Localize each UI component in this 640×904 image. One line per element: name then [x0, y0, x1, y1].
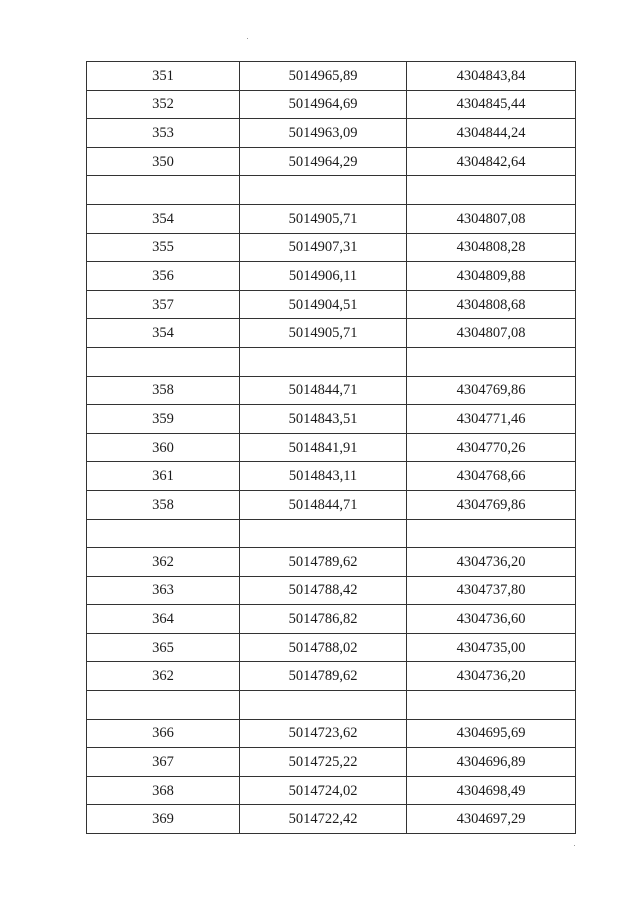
y-coordinate-cell: 4304736,20: [407, 548, 576, 577]
table-row: [87, 262, 576, 291]
table-row: [87, 490, 576, 519]
point-number-cell: 355: [87, 233, 240, 262]
table-row: [87, 748, 576, 777]
point-number-cell: [87, 347, 240, 376]
x-coordinate-cell: 5014904,51: [240, 290, 407, 319]
table-row: [87, 405, 576, 434]
y-coordinate-cell: 4304809,88: [407, 262, 576, 291]
y-coordinate-cell: [407, 691, 576, 720]
point-number-cell: [87, 519, 240, 548]
y-coordinate-cell: 4304736,20: [407, 662, 576, 691]
y-coordinate-cell: 4304808,68: [407, 290, 576, 319]
point-number-cell: 365: [87, 633, 240, 662]
table-row: [87, 805, 576, 834]
table-row: [87, 576, 576, 605]
x-coordinate-cell: 5014905,71: [240, 319, 407, 348]
table-row: [87, 662, 576, 691]
table-row: [87, 376, 576, 405]
x-coordinate-cell: 5014788,02: [240, 633, 407, 662]
x-coordinate-cell: 5014906,11: [240, 262, 407, 291]
y-coordinate-cell: [407, 176, 576, 205]
table-row: [87, 776, 576, 805]
x-coordinate-cell: 5014843,11: [240, 462, 407, 491]
table-row: [87, 119, 576, 148]
point-number-cell: 353: [87, 119, 240, 148]
table-separator-row: [87, 519, 576, 548]
y-coordinate-cell: 4304771,46: [407, 405, 576, 434]
x-coordinate-cell: 5014964,29: [240, 147, 407, 176]
y-coordinate-cell: 4304768,66: [407, 462, 576, 491]
y-coordinate-cell: 4304697,29: [407, 805, 576, 834]
table-row: [87, 462, 576, 491]
x-coordinate-cell: 5014786,82: [240, 605, 407, 634]
scan-speck: [247, 38, 248, 39]
y-coordinate-cell: [407, 347, 576, 376]
x-coordinate-cell: 5014905,71: [240, 204, 407, 233]
x-coordinate-cell: 5014844,71: [240, 376, 407, 405]
point-number-cell: 362: [87, 548, 240, 577]
y-coordinate-cell: 4304843,84: [407, 62, 576, 91]
table-separator-row: [87, 347, 576, 376]
y-coordinate-cell: 4304735,00: [407, 633, 576, 662]
table-separator-row: [87, 176, 576, 205]
point-number-cell: 354: [87, 204, 240, 233]
y-coordinate-cell: 4304845,44: [407, 90, 576, 119]
table-row: [87, 433, 576, 462]
y-coordinate-cell: 4304737,80: [407, 576, 576, 605]
point-number-cell: 366: [87, 719, 240, 748]
y-coordinate-cell: 4304808,28: [407, 233, 576, 262]
point-number-cell: [87, 691, 240, 720]
x-coordinate-cell: 5014841,91: [240, 433, 407, 462]
y-coordinate-cell: 4304807,08: [407, 204, 576, 233]
x-coordinate-cell: 5014723,62: [240, 719, 407, 748]
x-coordinate-cell: 5014789,62: [240, 548, 407, 577]
point-number-cell: 358: [87, 490, 240, 519]
point-number-cell: 367: [87, 748, 240, 777]
table-row: [87, 147, 576, 176]
x-coordinate-cell: 5014963,09: [240, 119, 407, 148]
x-coordinate-cell: 5014789,62: [240, 662, 407, 691]
point-number-cell: [87, 176, 240, 205]
y-coordinate-cell: 4304695,69: [407, 719, 576, 748]
x-coordinate-cell: [240, 519, 407, 548]
y-coordinate-cell: 4304769,86: [407, 490, 576, 519]
point-number-cell: 360: [87, 433, 240, 462]
x-coordinate-cell: 5014788,42: [240, 576, 407, 605]
y-coordinate-cell: 4304736,60: [407, 605, 576, 634]
y-coordinate-cell: [407, 519, 576, 548]
y-coordinate-cell: 4304770,26: [407, 433, 576, 462]
x-coordinate-cell: 5014844,71: [240, 490, 407, 519]
y-coordinate-cell: 4304769,86: [407, 376, 576, 405]
table-row: [87, 204, 576, 233]
y-coordinate-cell: 4304844,24: [407, 119, 576, 148]
coordinates-table-body: [87, 62, 576, 834]
table-separator-row: [87, 691, 576, 720]
point-number-cell: 364: [87, 605, 240, 634]
x-coordinate-cell: 5014722,42: [240, 805, 407, 834]
table-row: [87, 290, 576, 319]
x-coordinate-cell: [240, 176, 407, 205]
table-row: [87, 233, 576, 262]
x-coordinate-cell: [240, 347, 407, 376]
x-coordinate-cell: 5014964,69: [240, 90, 407, 119]
table-row: [87, 633, 576, 662]
table-row: [87, 62, 576, 91]
point-number-cell: 356: [87, 262, 240, 291]
point-number-cell: 351: [87, 62, 240, 91]
point-number-cell: 363: [87, 576, 240, 605]
y-coordinate-cell: 4304698,49: [407, 776, 576, 805]
point-number-cell: 350: [87, 147, 240, 176]
x-coordinate-cell: 5014724,02: [240, 776, 407, 805]
y-coordinate-cell: 4304842,64: [407, 147, 576, 176]
point-number-cell: 352: [87, 90, 240, 119]
point-number-cell: 369: [87, 805, 240, 834]
point-number-cell: 361: [87, 462, 240, 491]
point-number-cell: 362: [87, 662, 240, 691]
point-number-cell: 354: [87, 319, 240, 348]
coordinates-table: [86, 61, 576, 834]
table-row: [87, 719, 576, 748]
x-coordinate-cell: 5014725,22: [240, 748, 407, 777]
table-row: [87, 605, 576, 634]
x-coordinate-cell: 5014907,31: [240, 233, 407, 262]
point-number-cell: 359: [87, 405, 240, 434]
y-coordinate-cell: 4304807,08: [407, 319, 576, 348]
y-coordinate-cell: 4304696,89: [407, 748, 576, 777]
table-row: [87, 548, 576, 577]
table-row: [87, 90, 576, 119]
point-number-cell: 357: [87, 290, 240, 319]
x-coordinate-cell: 5014843,51: [240, 405, 407, 434]
x-coordinate-cell: 5014965,89: [240, 62, 407, 91]
scan-speck: [574, 845, 575, 846]
point-number-cell: 368: [87, 776, 240, 805]
point-number-cell: 358: [87, 376, 240, 405]
table-row: [87, 319, 576, 348]
x-coordinate-cell: [240, 691, 407, 720]
